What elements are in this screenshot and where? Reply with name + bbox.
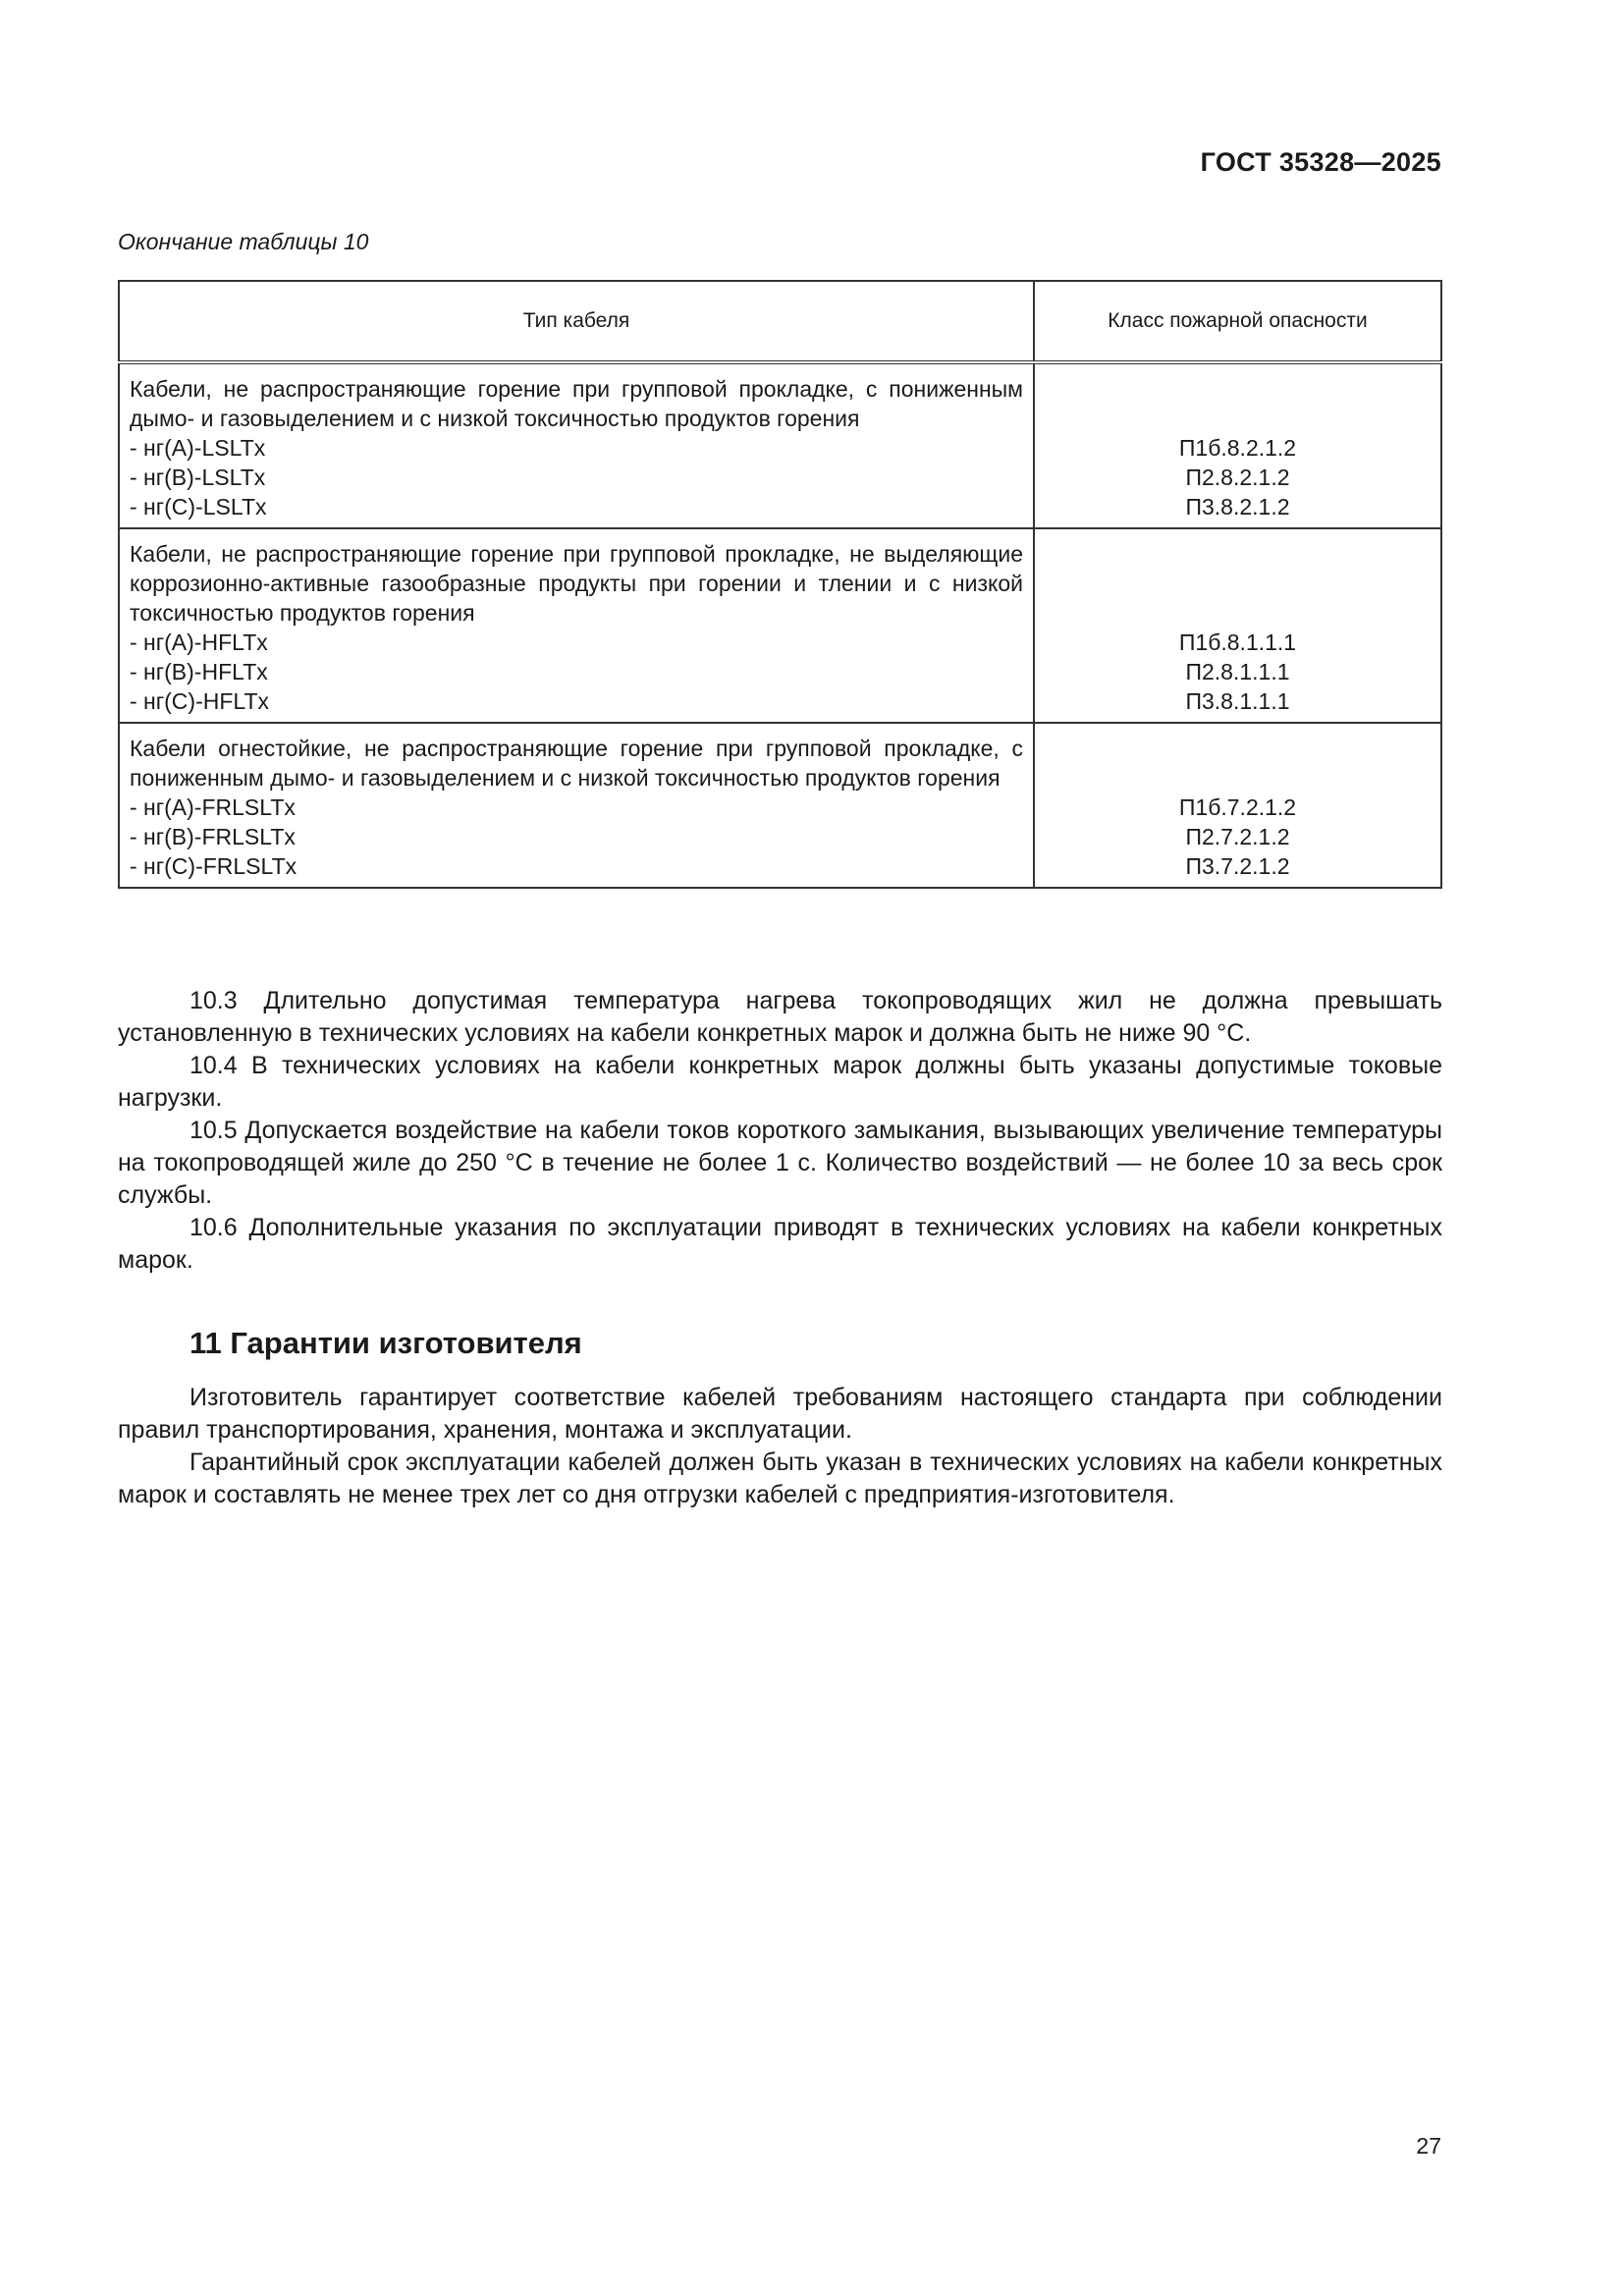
clause-10-5: 10.5 Допускается воздействие на кабели токов короткого замыкания, вызывающих увеличение температуры на токопроводящей жиле до 250 °С в течение не более 1 с. Количество воздействий — не более 10 за весь срок службы. [118, 1117, 1442, 1209]
warranty-period-paragraph: Гарантийный срок эксплуатации кабелей должен быть указан в технических условиях на кабели конкретных марок и составлять не менее трех лет со дня отгрузки кабелей с предприятия-изготовителя. [118, 1449, 1442, 1508]
fire-class-code: П1б.7.2.1.2 [1178, 794, 1297, 820]
cable-type-cell [119, 362, 1034, 528]
warranty-paragraph: Изготовитель гарантирует соответствие кабелей требованиям настоящего стандарта при соблюдении правил транспортирования, хранения, монтажа и эксплуатации. [118, 1384, 1442, 1444]
cable-description: Кабели, не распространяющие горение при групповой прокладке, не выделяющие коррозионно-активные газообразные продукты при горении и тлении и с низкой токсичностью продуктов горения [130, 541, 1023, 626]
cable-mark: - нг(С)-FRLSLTx [130, 853, 298, 879]
clauses-block [118, 985, 1442, 1277]
cable-description: Кабели огнестойкие, не распространяющие горение при групповой прокладке, с пониженным дымо- и газовыделением и с низкой токсичностью продуктов горения [130, 736, 1023, 791]
table-row [119, 528, 1441, 723]
fire-class-code: П2.7.2.1.2 [1185, 824, 1290, 849]
cable-mark: - нг(А)-HFLTx [130, 629, 268, 655]
clause-10-4: 10.4 В технических условиях на кабели конкретных марок должны быть указаны допустимые токовые нагрузки. [118, 1052, 1442, 1112]
cable-mark: - нг(В)-HFLTx [130, 659, 268, 684]
fire-class-code: П1б.8.1.1.1 [1178, 629, 1297, 655]
fire-class-cell [1034, 723, 1441, 888]
section-11-body [118, 1382, 1442, 1511]
fire-class-code: П1б.8.2.1.2 [1178, 435, 1297, 461]
cable-mark: - нг(В)-FRLSLTx [130, 824, 296, 849]
standard-designation: ГОСТ 35328—2025 [1200, 147, 1441, 177]
cable-mark: - нг(С)-LSLTx [130, 494, 267, 519]
clause-10-3: 10.3 Длительно допустимая температура нагрева токопроводящих жил не должна превышать установленную в технических условиях на кабели конкретных марок и должна быть не ниже 90 °С. [118, 987, 1442, 1047]
fire-class-table [118, 280, 1442, 889]
table-row [119, 362, 1441, 528]
fire-class-code: П3.7.2.1.2 [1185, 853, 1290, 879]
table-row [119, 723, 1441, 888]
cable-mark: - нг(В)-LSLTx [130, 465, 266, 490]
fire-class-code: П3.8.1.1.1 [1185, 688, 1290, 714]
fire-class-cell [1034, 362, 1441, 528]
column-header-fire-class: Класс пожарной опасности [1034, 281, 1441, 362]
cable-mark: - нг(С)-HFLTx [130, 688, 270, 714]
fire-class-code: П3.8.2.1.2 [1185, 494, 1290, 519]
clause-10-6: 10.6 Дополнительные указания по эксплуатации приводят в технических условиях на кабели конкретных марок. [118, 1214, 1442, 1274]
page-number: 27 [1416, 2133, 1441, 2159]
fire-class-code: П2.8.2.1.2 [1185, 465, 1290, 490]
cable-mark: - нг(А)-LSLTx [130, 435, 266, 461]
table-caption: Окончание таблицы 10 [118, 229, 369, 254]
fire-class-cell [1034, 528, 1441, 723]
fire-class-code: П2.8.1.1.1 [1185, 659, 1290, 684]
column-header-cable-type: Тип кабеля [119, 281, 1034, 362]
section-heading: 11 Гарантии изготовителя [189, 1326, 582, 1360]
cable-type-cell [119, 723, 1034, 888]
cable-type-cell [119, 528, 1034, 723]
table-header-row [119, 281, 1441, 362]
cable-mark: - нг(А)-FRLSLTx [130, 794, 296, 820]
cable-description: Кабели, не распространяющие горение при групповой прокладке, с пониженным дымо- и газовыделением и с низкой токсичностью продуктов горения [130, 376, 1023, 431]
